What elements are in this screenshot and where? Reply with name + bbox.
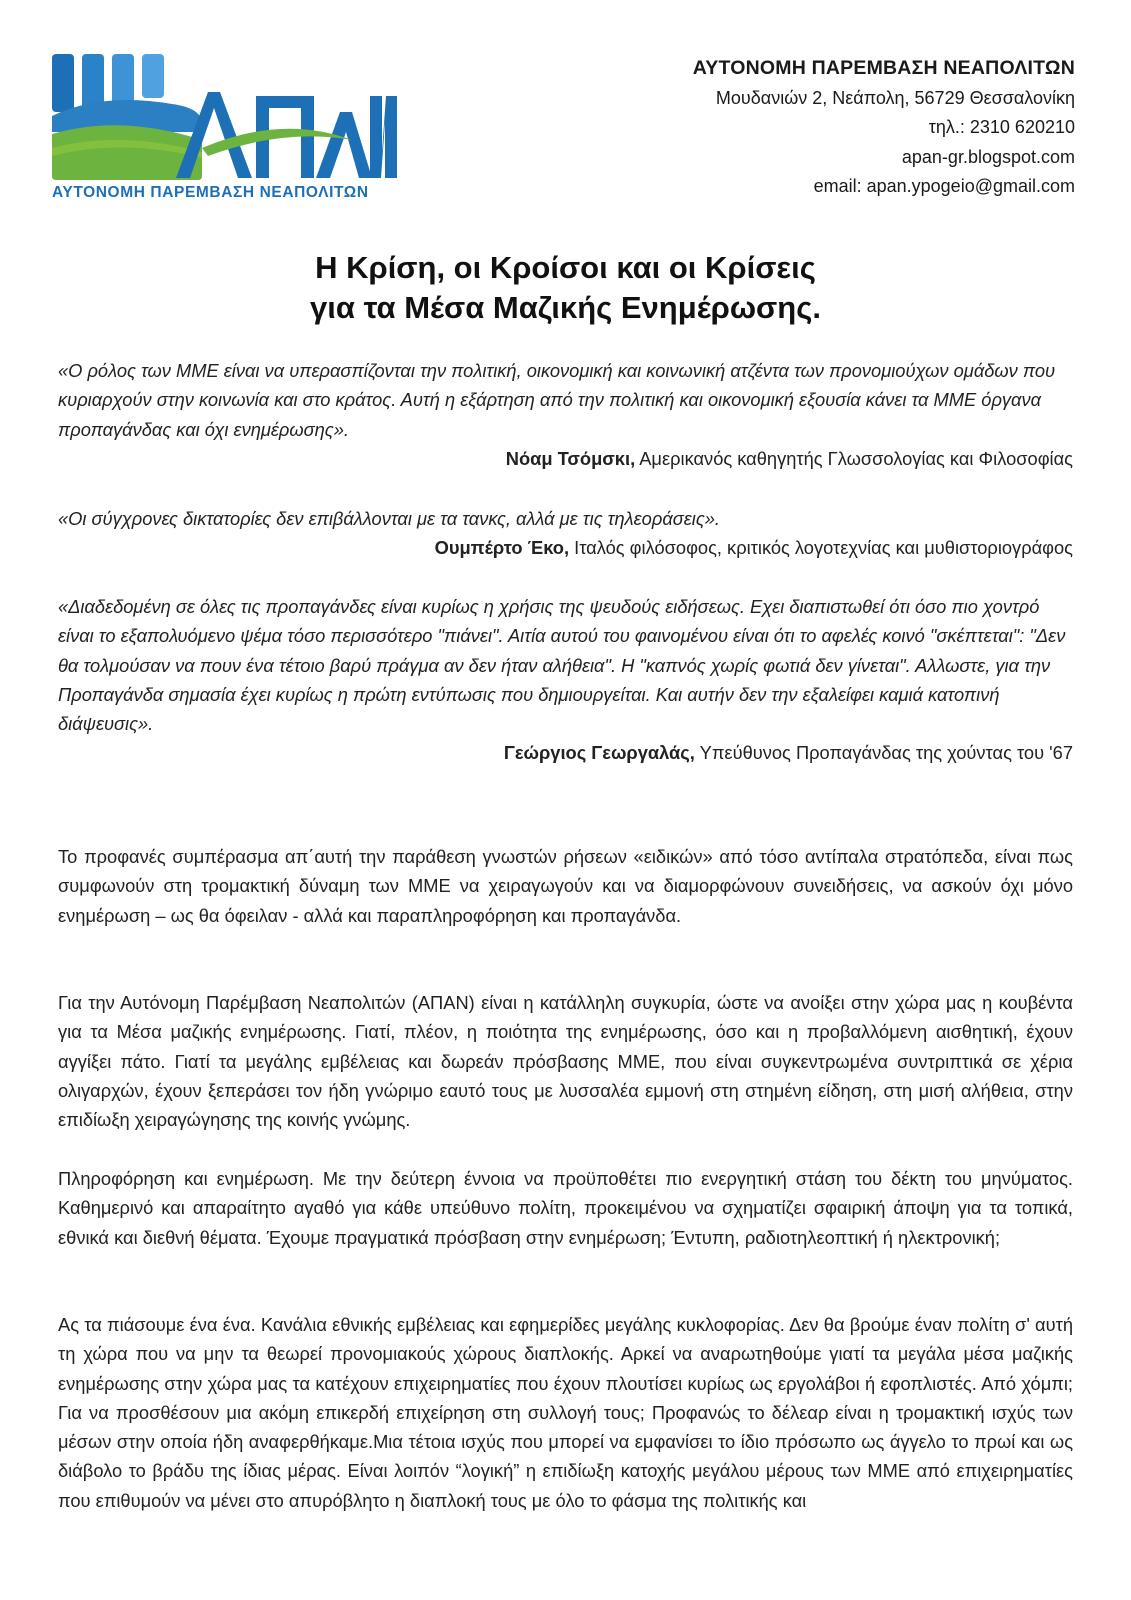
quote-attribution [58,444,1073,473]
logo-letter-nu [370,96,397,178]
quote-author: Νόαμ Τσόμσκι, [505,447,636,469]
logo-letter-alpha-2 [316,112,372,178]
body-paragraph: Για την Αυτόνομη Παρέμβαση Νεαπολιτών (ΑΠΑΝ) είναι η κατάλληλη συγκυρία, ώστε να ανοίξει στην χώρα μας η κουβέντα για τα Μέσα μαζικής ενημέρωσης. Γιατί, πλέον, η ποιότητα της ενημέρωσης, όσο και η προβαλλόμενη αισθητική, έχουν αγγίξει πάτο. Γιατί τα μεγάλης εμβέλειας και δωρεάν πρόσβασης ΜΜΕ, που είναι συγκεντρωμένα συντριπτικά σε χέρια ολιγαρχών, έχουν ξεπεράσει τον ήδη γνώριμο εαυτό τους με λυσσαλέα εμμονή στη στημένη είδηση, στη μισή αλήθεια, στην επιδίωξη χειραγώγησης της κοινής γνώμης. [58,992,1073,1131]
logo-bar-4 [142,54,164,98]
quote-text: «Οι σύγχρονες δικτατορίες δεν επιβάλλονται με τα τανκς, αλλά με τις τηλεοράσεις». [58,508,721,529]
title-line-1: Η Κρίση, οι Κροίσοι και οι Κρίσεις [315,250,816,285]
contact-block [693,54,1075,202]
quote-attribution [58,533,1073,562]
email[interactable]: email: apan.ypogeio@gmail.com [813,176,1075,196]
body-paragraph: Ας τα πιάσουμε ένα ένα. Κανάλια εθνικής εμβέλειας και εφημερίδες μεγάλης κυκλοφορίας. Δεν θα βρούμε έναν πολίτη σ' αυτή τη χώρα που να μην τα θεωρεί προνομιακούς χώρους διαπλοκής. Αρκεί να αναρωτηθούμε γιατί τα μεγάλα μέσα μαζικής ενημέρωσης στην χώρα μας τα κατέχουν επιχειρηματίες που έχουν πλουτίσει κυρίως ως εργολάβοι ή εφοπλιστές. Από χόμπι; Για να προσθέσουν μια ακόμη επικερδή επιχείρηση στη συλλογή τους; Προφανώς το δέλεαρ είναι η τρομακτική ισχύς των μέσων στην οποία ήδη αναφερθήκαμε.Μια τέτοια ισχύς που μπορεί να εμφανίσει το ίδιο πρόσωπο ως άγγελο το πρωί και ως διάβολο το βράδυ της ίδιας μέρας. Είναι λοιπόν “λογική” η επιδίωξη κατοχής μεγάλου μέρους των ΜΜΕ από επιχειρηματίες που επιθυμούν να μένει στο απυρόβλητο η διαπλοκή τους με όλο το φάσμα της πολιτικής και [58,1314,1073,1511]
quote-georgalas [58,592,1073,768]
quote-author-role: Υπεύθυνος Προπαγάνδας της χούντας του '67 [694,742,1073,764]
blog-link[interactable]: apan-gr.blogspot.com [901,146,1075,167]
page-title [0,248,1131,328]
quote-eco [58,504,1073,563]
logo-tagline: ΑΥΤΟΝΟΜΗ ΠΑΡΕΜΒΑΣΗ ΝΕΑΠΟΛΙΤΩΝ [52,184,369,201]
quote-text: «Διαδεδομένη σε όλες τις προπαγάνδες είναι κυρίως η χρήσις της ψευδούς ειδήσεως. Εχει διαπιστωθεί ότι όσο πιο χοντρό είναι το εξαπολυόμενο ψέμα τόσο περισσότερο "πιάνει". Αιτία αυτού του φαινομένου είναι ότι το αφελές κοινό "σκέπτεται": "Δεν θα τολμούσαν να πουν ένα τέτοιο βαρύ πράγμα αν δεν ήταν αλήθεια". Η "καπνός χωρίς φωτιά δεν γίνεται". Αλλωστε, για την Προπαγάνδα σημασία έχει κυρίως η πρώτη εντύπωσις που δημιουργείται. Και αυτήν δεν την εξαλείφει καμιά κατοπινή διάψευσις». [58,596,1066,735]
body-paragraph: Το προφανές συμπέρασμα απ΄αυτή την παράθεση γνωστών ρήσεων «ειδικών» από τόσο αντίπαλα στρατόπεδα, είναι πως συμφωνούν στη τρομακτική δύναμη των ΜΜΕ να χειραγωγούν και να διαμορφώνουν συνειδήσεις, να ασκούν όχι μόνο ενημέρωση – ως θα όφειλαν - αλλά και παραπληροφόρηση και προπαγάνδα. [58,846,1073,926]
organization-name: ΑΥΤΟΝΟΜΗ ΠΑΡΕΜΒΑΣΗ ΝΕΑΠΟΛΙΤΩΝ [692,57,1075,79]
quote-author: Ουμπέρτο Έκο, [434,537,570,559]
quote-text: «Ο ρόλος των ΜΜΕ είναι να υπερασπίζονται την πολιτική, οικονομική και κοινωνική ατζέντα των προνομιούχων ομάδων που κυριαρχούν στην κοινωνία και στο κράτος. Αυτή η εξάρτηση από την πολιτική και οικονομική εξουσία κάνει τα ΜΜΕ όργανα προπαγάνδας και όχι ενημέρωσης». [58,360,1056,440]
quote-attribution [58,738,1073,767]
logo-bar-1 [52,54,74,112]
quote-author-role: Ιταλός φιλόσοφος, κριτικός λογοτεχνίας και μυθιστοριογράφος [569,537,1073,559]
apan-logo [52,52,397,204]
body-paragraph: Πληροφόρηση και ενημέρωση. Με την δεύτερη έννοια να προϋποθέτει πιο ενεργητική στάση του δέκτη του μηνύματος. Καθημερινό και απαραίτητο αγαθό για κάθε υπεύθυνο πολίτη, προκειμένου να σχηματίζει σφαιρική άποψη για τα τοπικά, εθνικά και διεθνή θέματα. Έχουμε πραγματικά πρόσβαση στην ενημέρωση; Έντυπη, ραδιοτηλεοπτική ή ηλεκτρονική; [58,1168,1073,1248]
quote-chomsky [58,356,1073,473]
logo-graphic [52,52,397,184]
address: Μουδανιών 2, Νεάπολη, 56729 Θεσσαλονίκη [715,87,1075,108]
phone: τηλ.: 2310 620210 [928,117,1075,137]
quote-author-role: Αμερικανός καθηγητής Γλωσσολογίας και Φιλοσοφίας [635,447,1073,469]
quote-author: Γεώργιος Γεωργαλάς, [503,742,695,764]
title-line-2: για τα Μέσα Μαζικής Ενημέρωσης. [310,290,821,325]
